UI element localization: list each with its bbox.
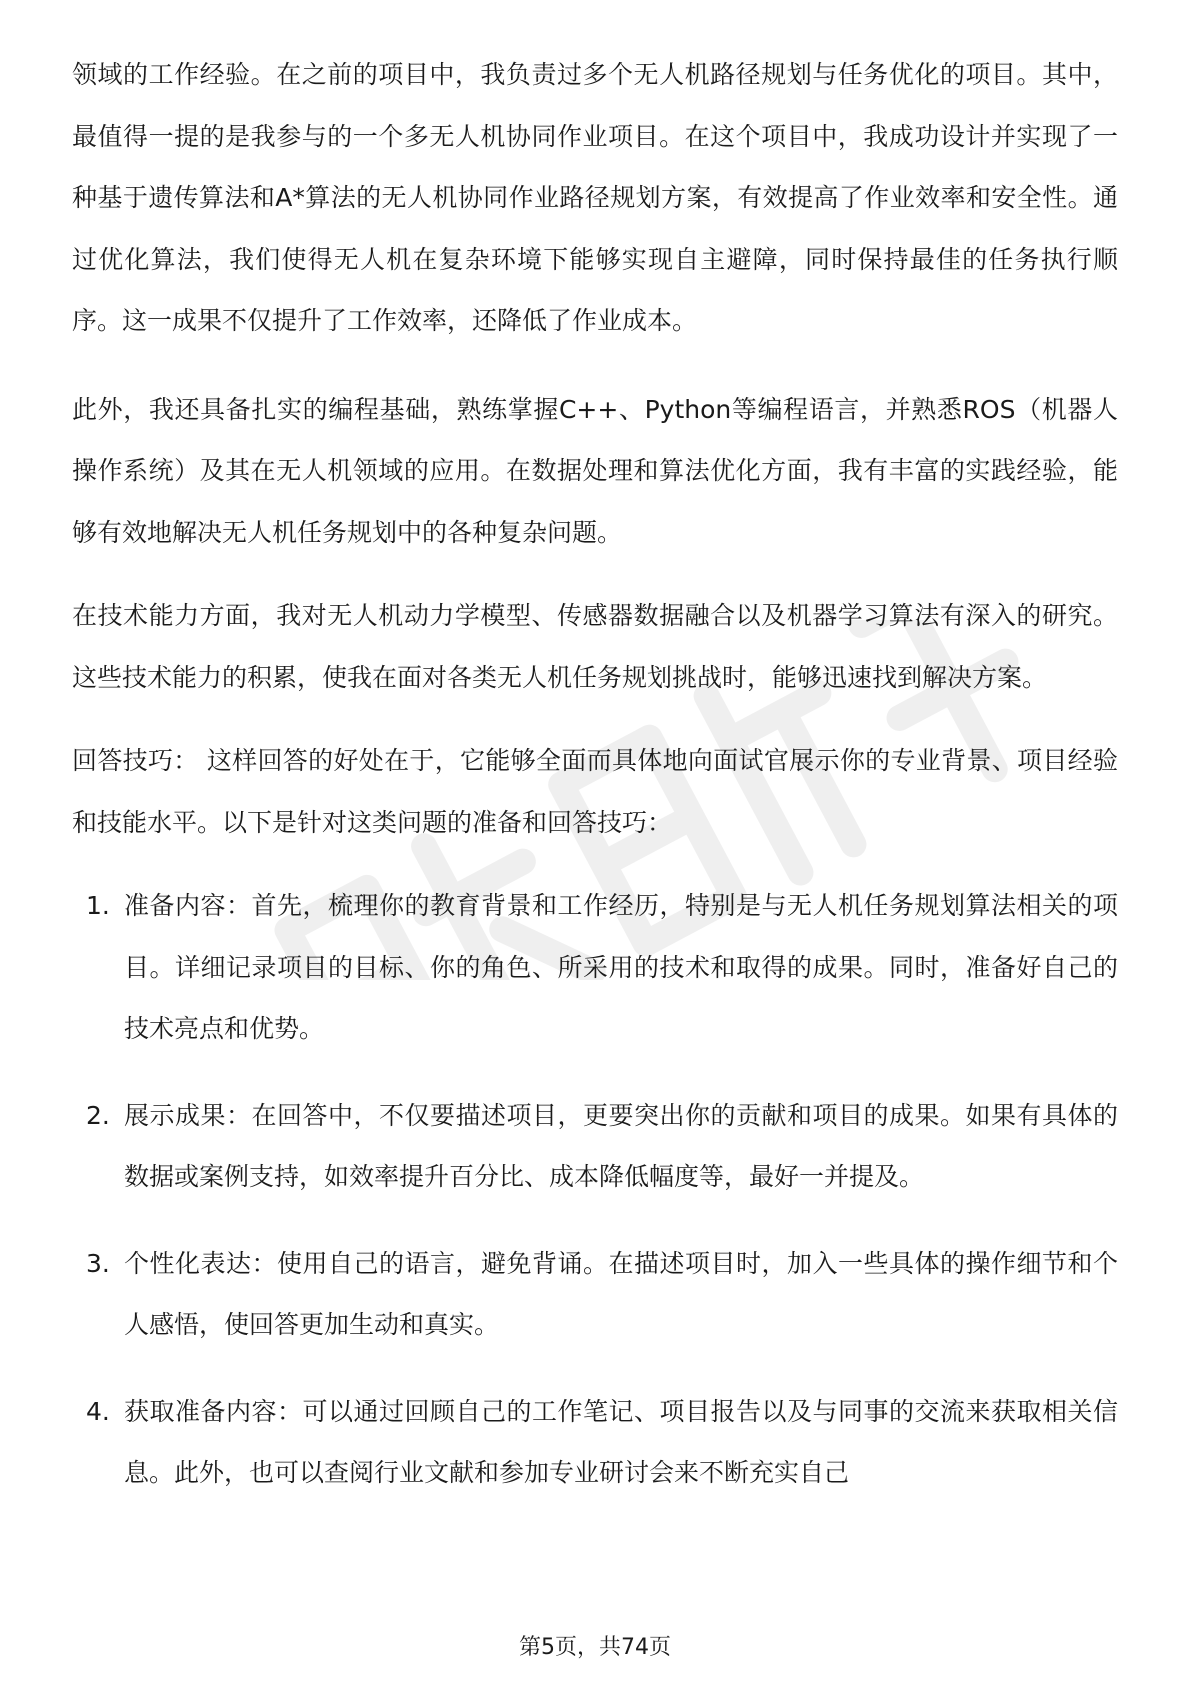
list-item-text: 个性化表达：使用自己的语言，避免背诵。在描述项目时，加入一些具体的操作细节和个人感悟，使回答更加生动和真实。 <box>124 1248 1118 1339</box>
list-number: 4. <box>86 1396 110 1426</box>
list-item-text: 获取准备内容：可以通过回顾自己的工作笔记、项目报告以及与同事的交流来获取相关信息。此外，也可以查阅行业文献和参加专业研讨会来不断充实自己 <box>124 1396 1118 1487</box>
list-item <box>72 1085 1118 1208</box>
list-item <box>72 875 1118 1060</box>
tips-list <box>72 875 1118 1504</box>
list-item <box>72 1381 1118 1504</box>
list-number: 2. <box>86 1100 110 1130</box>
paragraph-technical: 在技术能力方面，我对无人机动力学模型、传感器数据融合以及机器学习算法有深入的研究。这些技术能力的积累，使我在面对各类无人机任务规划挑战时，能够迅速找到解决方案。 <box>72 601 1118 692</box>
list-number: 3. <box>86 1248 110 1278</box>
paragraph-programming: 此外，我还具备扎实的编程基础，熟练掌握C++、Python等编程语言，并熟悉ROS（机器人操作系统）及其在无人机领域的应用。在数据处理和算法优化方面，我有丰富的实践经验，能够有效地解决无人机任务规划中的各种复杂问题。 <box>72 394 1118 547</box>
page-footer: 第5页，共74页 <box>519 1635 671 1660</box>
list-item <box>72 1233 1118 1356</box>
document-body <box>72 44 1118 1529</box>
list-number: 1. <box>86 891 110 920</box>
list-item-text: 准备内容：首先，梳理你的教育背景和工作经历，特别是与无人机任务规划算法相关的项目。详细记录项目的目标、你的角色、所采用的技术和取得的成果。同时，准备好自己的技术亮点和优势。 <box>124 891 1118 1043</box>
list-item-text: 展示成果：在回答中，不仅要描述项目，更要突出你的贡献和项目的成果。如果有具体的数据或案例支持，如效率提升百分比、成本降低幅度等，最好一并提及。 <box>124 1100 1118 1191</box>
paragraph-experience: 领域的工作经验。在之前的项目中，我负责过多个无人机路径规划与任务优化的项目。其中，最值得一提的是我参与的一个多无人机协同作业项目。在这个项目中，我成功设计并实现了一种基于遗传算法和A*算法的无人机协同作业路径规划方案，有效提高了作业效率和安全性。通过优化算法，我们使得无人机在复杂环境下能够实现自主避障，同时保持最佳的任务执行顺序。这一成果不仅提升了工作效率，还降低了作业成本。 <box>72 60 1118 335</box>
paragraph-answer-tips: 回答技巧： 这样回答的好处在于，它能够全面而具体地向面试官展示你的专业背景、项目经验和技能水平。以下是针对这类问题的准备和回答技巧： <box>72 746 1118 837</box>
